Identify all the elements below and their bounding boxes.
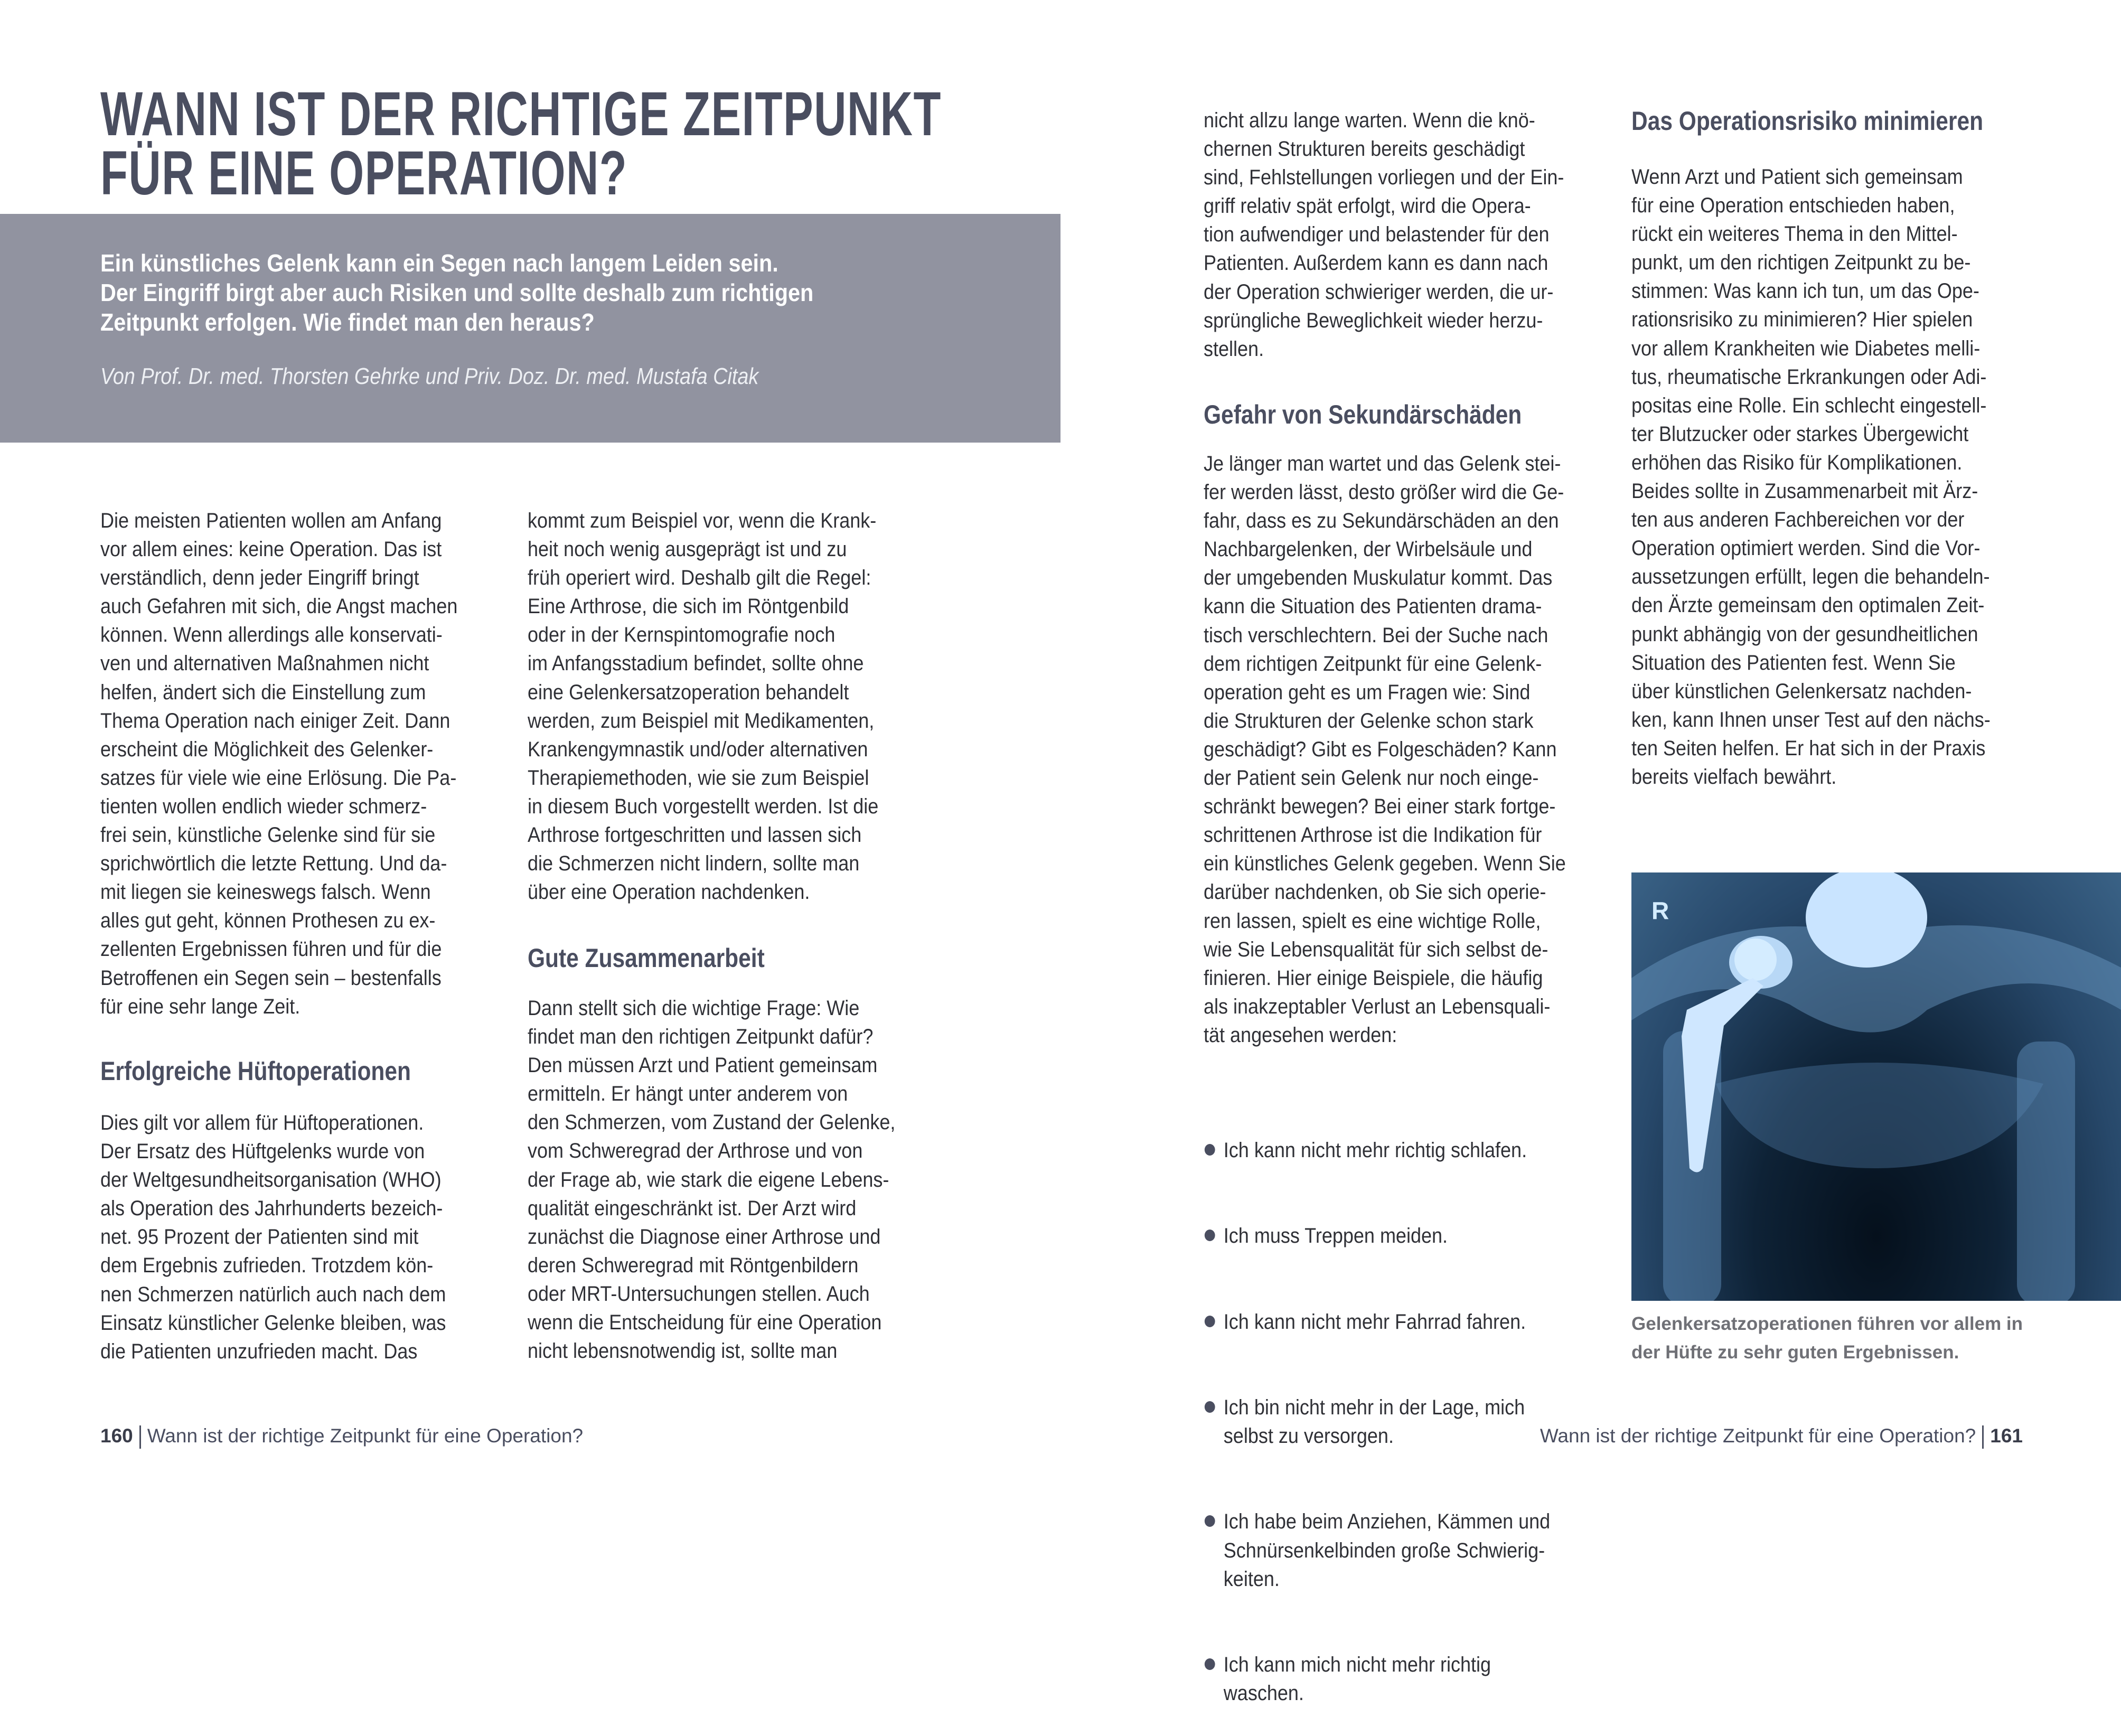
bullet-list [1204, 1079, 1550, 1736]
list-item [1204, 1393, 1550, 1450]
separator [139, 1425, 141, 1449]
page-number: 160 [100, 1425, 133, 1447]
footer-right [1540, 1425, 2023, 1449]
section-heading: Gefahr von Sekundärschäden [1204, 400, 1522, 429]
list-item [1204, 1650, 1550, 1707]
list-item-text: Ich kann mich nicht mehr richtig waschen. [1223, 1653, 1491, 1705]
section-heading: Gute Zusammenarbeit [528, 943, 765, 973]
separator [1982, 1425, 1984, 1449]
lead-text: Ein künstliches Gelenk kann ein Segen nach langem Leiden sein. Der Eingriff birgt aber auch Risiken und sollte deshalb zum richtigen Zeitpunkt erfolgen. Wie findet man den heraus? [100, 249, 814, 336]
list-item [1204, 1507, 1550, 1593]
list-item [1204, 1136, 1550, 1165]
page-title: WANN IST DER RICHTIGE ZEITPUNKT FÜR EINE OPERATION? [100, 79, 942, 208]
running-title: Wann ist der richtige Zeitpunkt für eine Operation? [147, 1425, 584, 1447]
body-paragraph: Dann stellt sich die wichtige Frage: Wie findet man den richtigen Zeitpunkt dafür? Den müssen Arzt und Patient gemeinsam ermitteln. Er hängt unter anderem von den Schmerzen, vom Zustand der Gelenke, vom Schweregrad der Arthrose und von der Frage ab, wie stark die eigene Lebens- qualität eingeschränkt ist. Der Arzt wird zunächst die Diagnose einer Arthrose und deren Schweregrad mit Röntgenbildern oder MRT-Untersuchungen stellen. Auch wenn die Entscheidung für eine Operation nicht lebensnotwendig ist, sollte man [528, 997, 896, 1363]
image-caption: Gelenkersatzoperationen führen vor allem in der Hüfte zu sehr guten Ergebnissen. [1631, 1313, 2023, 1363]
section-heading: Das Operationsrisiko minimieren [1631, 106, 1984, 136]
bullet-icon [1205, 1658, 1215, 1670]
body-paragraph: Wenn Arzt und Patient sich gemeinsam für eine Operation entschieden haben, rückt ein weiteres Thema in den Mittel- punkt, um den richtigen Zeitpunkt zu be- stimmen: Was kann ich tun, um das Ope- rationsrisiko zu minimieren? Hier spielen vor allem Krankheiten wie Diabetes melli- tus, rheumatische Erkrankungen oder Adi- positas eine Rolle. Ein schlecht eingestell- ter Blutzucker oder starkes Übergewicht erhöhen das Risiko für Komplikationen. Beides sollte in Zusammenarbeit mit Ärz- ten aus anderen Fachbereichen vor der Operation optimiert werden. Sind die Vor- aussetzungen erfüllt, legen die behandeln- den Ärzte gemeinsam den optimalen Zeit- punkt abhängig von der gesundheitlichen Situation des Patienten fest. Wenn Sie über künstlichen Gelenkersatz nachden- ken, kann Ihnen unser Test auf den nächs- ten Seiten helfen. Er hat sich in der Praxis bereits vielfach bewährt. [1631, 165, 1991, 789]
list-item-text: Ich muss Treppen meiden. [1223, 1224, 1448, 1248]
xray-side-marker: R [1651, 897, 1669, 924]
section-heading: Erfolgreiche Hüftoperationen [100, 1056, 411, 1086]
hip-xray-image [1631, 872, 2121, 1301]
byline: Von Prof. Dr. med. Thorsten Gehrke und Priv. Doz. Dr. med. Mustafa Citak [100, 363, 759, 389]
page-number: 161 [1990, 1425, 2023, 1447]
body-paragraph: kommt zum Beispiel vor, wenn die Krank- heit noch wenig ausgeprägt ist und zu früh operiert wird. Deshalb gilt die Regel: Eine Arthrose, die sich im Röntgenbild oder in der Kernspintomografie noch im Anfangsstadium befindet, sollte ohne eine Gelenkersatzoperation behandelt werden, zum Beispiel mit Medikamenten, Krankengymnastik und/oder alternativen Therapiemethoden, wie sie zum Beispiel in diesem Buch vorgestellt werden. Ist die Arthrose fortgeschritten und lassen sich die Schmerzen nicht lindern, sollte man über eine Operation nachdenken. [528, 509, 879, 904]
list-item-text: Ich habe beim Anziehen, Kämmen und Schnürsenkelbinden große Schwierig- keiten. [1223, 1510, 1551, 1591]
list-item-text: Ich bin nicht mehr in der Lage, mich selbst zu versorgen. [1223, 1396, 1525, 1448]
bullet-icon [1205, 1316, 1215, 1327]
running-title: Wann ist der richtige Zeitpunkt für eine Operation? [1540, 1425, 1976, 1447]
list-item-text: Ich kann nicht mehr Fahrrad fahren. [1223, 1310, 1526, 1334]
list-item-text: Ich kann nicht mehr richtig schlafen. [1223, 1139, 1527, 1162]
bullet-icon [1205, 1144, 1215, 1156]
body-paragraph: Die meisten Patienten wollen am Anfang vor allem eines: keine Operation. Das ist verständlich, denn jeder Eingriff bringt auch Gefahren mit sich, die Angst machen können. Wenn allerdings alle konservati- ven und alternativen Maßnahmen nicht helfen, ändert sich die Einstellung zum Thema Operation nach einiger Zeit. Dann erscheint die Möglichkeit des Gelenker- satzes für viele wie eine Erlösung. Die Pa- tienten wollen endlich wieder schmerz- frei sein, künstliche Gelenke sind für sie sprichwörtlich die letzte Rettung. Und da- mit liegen sie keineswegs falsch. Wenn alles gut geht, können Prothesen zu ex- zellenten Ergebnissen führen und für die Betroffenen ein Segen sein – bestenfalls für eine sehr lange Zeit. [100, 509, 458, 1018]
bullet-icon [1205, 1401, 1215, 1413]
bullet-icon [1205, 1515, 1215, 1527]
body-paragraph: Dies gilt vor allem für Hüftoperationen. Der Ersatz des Hüftgelenks wurde von der Weltgesundheitsorganisation (WHO) als Operation des Jahrhunderts bezeich- net. 95 Prozent der Patienten sind mit dem Ergebnis zufrieden. Trotzdem kön- nen Schmerzen natürlich auch nach dem Einsatz künstlicher Gelenke bleiben, was die Patienten unzufrieden macht. Das [100, 1111, 446, 1363]
list-item [1204, 1222, 1550, 1250]
body-paragraph: nicht allzu lange warten. Wenn die knö- chernen Strukturen bereits geschädigt sind, Fehlstellungen vorliegen und der Ein- griff relativ spät erfolgt, wird die Opera- tion aufwendiger und belastender für den Patienten. Außerdem kann es dann nach der Operation schwieriger werden, die ur- sprüngliche Beweglichkeit wieder herzu- stellen. [1204, 109, 1564, 361]
body-paragraph: Je länger man wartet und das Gelenk stei- fer werden lässt, desto größer wird die Ge- fahr, dass es zu Sekundärschäden an den Nachbargelenken, der Wirbelsäule und der umgebenden Muskulatur kommt. Das kann die Situation des Patienten drama- tisch verschlechtern. Bei der Suche nach dem richtigen Zeitpunkt für eine Gelenk- operation geht es um Fragen wie: Sind die Strukturen der Gelenke schon stark geschädigt? Gibt es Folgeschäden? Kann der Patient sein Gelenk nur noch einge- schränkt bewegen? Bei einer stark fortge- schrittenen Arthrose ist die Indikation für ein künstliches Gelenk gegeben. Wenn Sie darüber nachdenken, ob Sie sich operie- ren lassen, spielt es eine wichtige Rolle, wie Sie Lebensqualität für sich selbst de- finieren. Hier einige Beispiele, die häufig als inakzeptabler Verlust an Lebensquali- tät angesehen werden: [1204, 452, 1566, 1047]
footer-left [100, 1425, 583, 1449]
xray-illustration [1631, 872, 2121, 1301]
list-item [1204, 1308, 1550, 1336]
bullet-icon [1205, 1230, 1215, 1241]
